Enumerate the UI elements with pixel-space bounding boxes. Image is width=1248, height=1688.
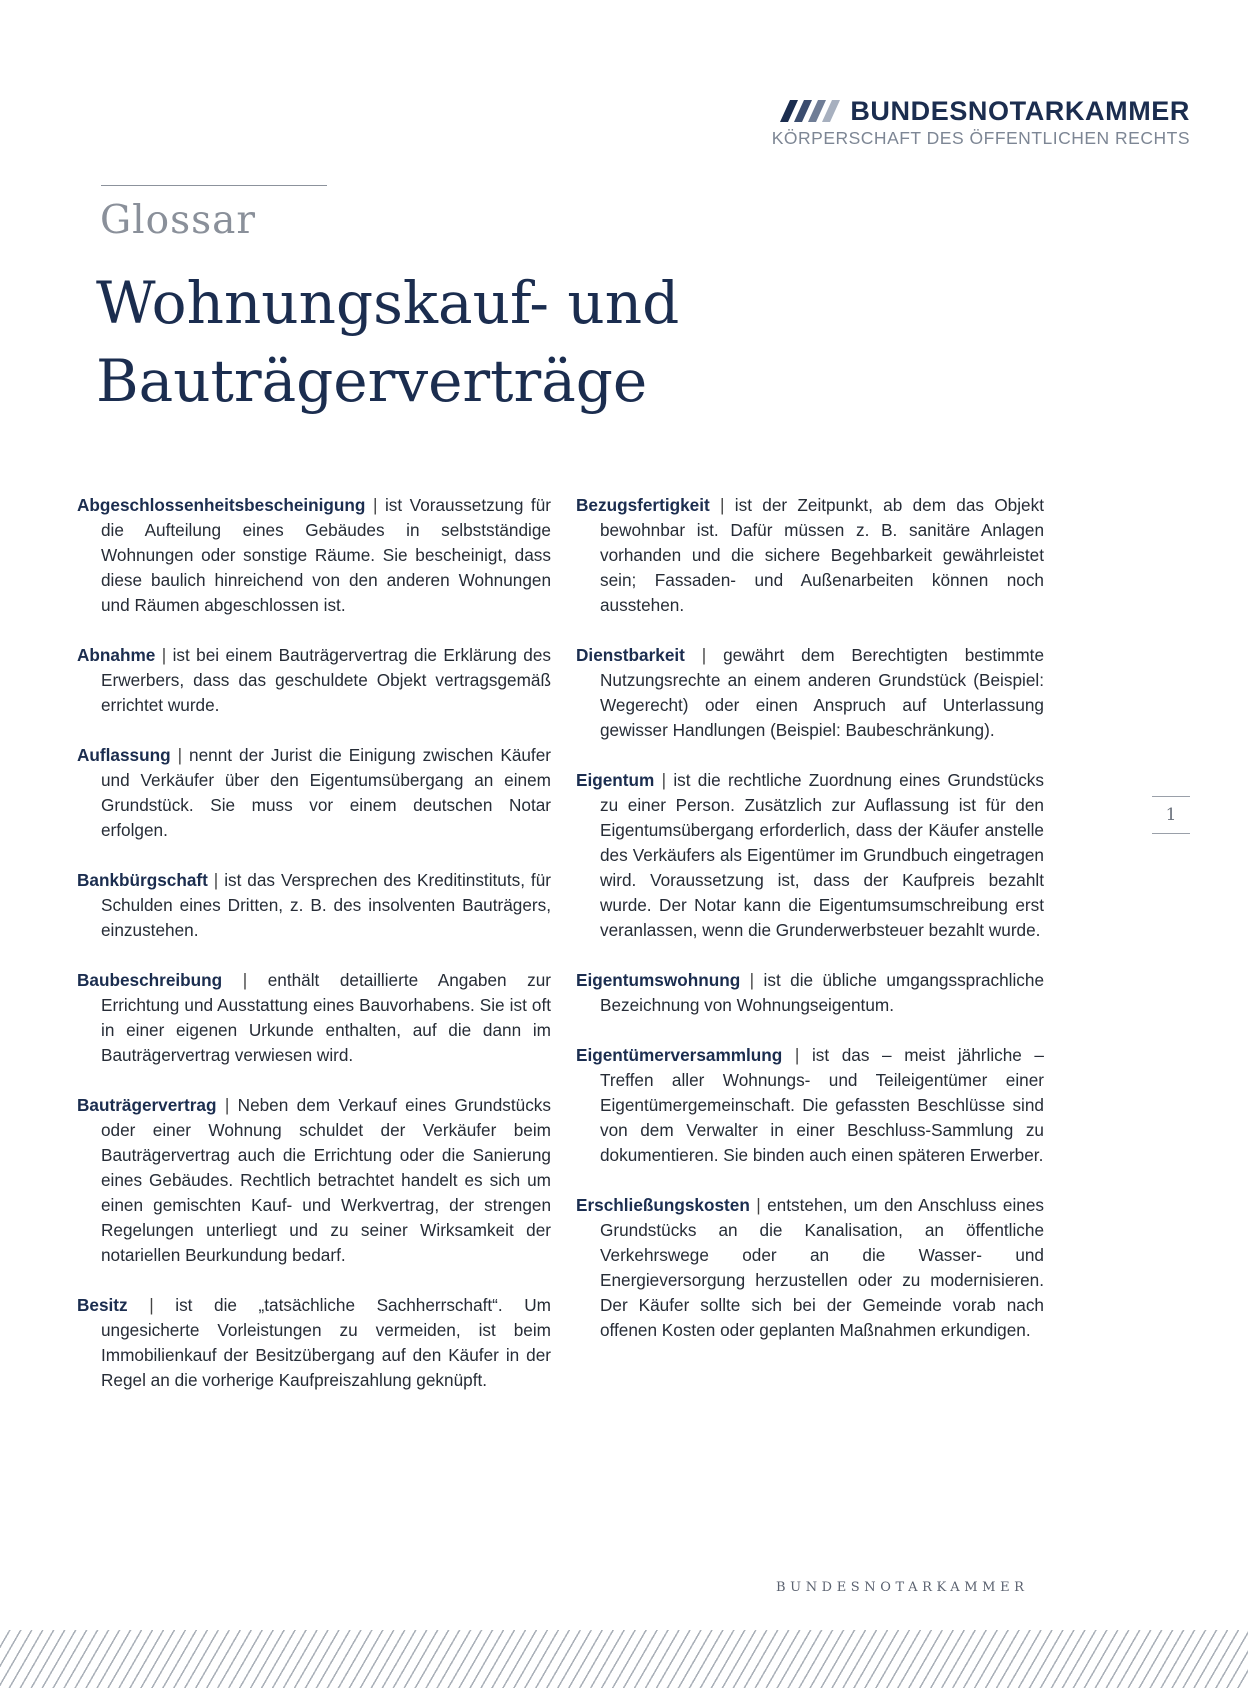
- glossary-term: Dienstbarkeit: [576, 645, 685, 665]
- term-separator: |: [756, 1195, 761, 1215]
- logo-row: [772, 96, 1190, 126]
- glossary-entry: [77, 968, 551, 1068]
- glossary-definition: ist die übliche umgangssprachliche Bezeichnung von Wohnungseigentum.: [600, 970, 1045, 1015]
- term-separator: |: [149, 1295, 154, 1315]
- glossary-definition: entstehen, um den Anschluss eines Grundstücks an die Kanalisation, an öffentliche Verkehrswege oder an die Wasser- und Energieversorgung herzustellen oder zu modernisieren. Der Käufer sollte sich bei der Gemeinde vorab nach offenen Kosten oder geplanten Maßnahmen erkundigen.: [600, 1195, 1045, 1340]
- term-separator: |: [720, 495, 725, 515]
- glossary-entry: [576, 1193, 1044, 1343]
- glossary-definition: gewährt dem Berechtigten bestimmte Nutzungsrechte an einem anderen Grundstück (Beispiel: Wegerecht) oder einen Anspruch auf Unterlassung gewisser Handlungen (Beispiel: Baubeschränkung).: [600, 645, 1044, 740]
- section-kicker: Glossar: [100, 198, 257, 243]
- page-number: 1: [1152, 796, 1190, 834]
- glossary-term: Besitz: [77, 1295, 128, 1315]
- glossary-definition: ist das – meist jährliche – Treffen aller Wohnungs- und Teileigentümer einer Eigentümergemeinschaft. Die gefassten Beschlüsse sind von dem Verwalter in einer Beschluss-Sammlung zu dokumentieren. Sie binden auch einen späteren Erwerber.: [600, 1045, 1044, 1165]
- glossary-definition: ist der Zeitpunkt, ab dem das Objekt bewohnbar ist. Dafür müssen z. B. sanitäre Anlagen vorhanden und die sichere Begehbarkeit gewährleistet sein; Fassaden- und Außenarbeiten können noch ausstehen.: [600, 495, 1044, 615]
- glossary-entry: [576, 768, 1044, 943]
- glossary-entry: [77, 1093, 551, 1268]
- term-separator: |: [213, 870, 219, 890]
- page-title: [96, 264, 679, 420]
- term-separator: |: [701, 645, 707, 665]
- term-separator: |: [161, 645, 167, 665]
- term-separator: |: [661, 770, 667, 790]
- term-separator: |: [372, 495, 378, 515]
- glossary-entry: [576, 643, 1044, 743]
- term-separator: |: [224, 1095, 230, 1115]
- org-subtitle: KÖRPERSCHAFT DES ÖFFENTLICHEN RECHTS: [771, 128, 1190, 148]
- glossary-entry: [576, 968, 1044, 1018]
- glossary-term: Abgeschlossenheitsbescheinigung: [77, 495, 366, 515]
- glossary-column-right: [576, 493, 1044, 1368]
- glossary-term: Bankbürgschaft: [77, 870, 208, 890]
- glossary-entry: [77, 1293, 551, 1393]
- glossary-entry: [77, 743, 551, 843]
- glossary-term: Auflassung: [77, 745, 171, 765]
- glossary-definition: ist die rechtliche Zuordnung eines Grundstücks zu einer Person. Zusätzlich zur Auflassung ist für den Eigentumsübergang erforderlich, dass der Käufer anstelle des Verkäufers als Eigentümer im Grundbuch eingetragen wird. Voraussetzung ist, dass der Kaufpreis bezahlt wurde. Der Notar kann die Eigentumsumschreibung erst veranlassen, wenn die Grunderwerbsteuer bezahlt wurde.: [600, 770, 1044, 940]
- glossary-definition: Neben dem Verkauf eines Grundstücks oder einer Wohnung schuldet der Verkäufer beim Bauträgervertrag auch die Errichtung oder die Sanierung eines Gebäudes. Rechtlich betrachtet handelt es sich um einen gemischten Kauf- und Werkvertrag, der strengen Regelungen unterliegt und zu seiner Wirksamkeit der notariellen Beurkundung bedarf.: [101, 1095, 551, 1265]
- glossary-term: Eigentum: [576, 770, 655, 790]
- glossary-entry: [77, 493, 551, 618]
- glossary-definition: ist das Versprechen des Kreditinstituts, für Schulden eines Dritten, z. B. des insolventen Bauträgers, einzustehen.: [101, 870, 551, 940]
- glossary-definition: ist die „tatsächliche Sachherrschaft“. Um ungesicherte Vorleistungen zu vermeiden, ist beim Immobilienkauf der Besitzübergang auf den Käufer in der Regel an die vorherige Kaufpreiszahlung geknüpft.: [101, 1295, 551, 1390]
- title-line: Wohnungskauf- und: [96, 269, 680, 337]
- footer-hatch-pattern: [0, 1630, 1248, 1688]
- term-separator: |: [794, 1045, 800, 1065]
- footer-brand: BUNDESNOTARKAMMER: [776, 1580, 1029, 1595]
- glossary-definition: nennt der Jurist die Einigung zwischen Käufer und Verkäufer über den Eigentumsübergang an einem Grundstück. Sie muss vor einem deutschen Notar erfolgen.: [101, 745, 551, 840]
- glossary-term: Eigentümerversammlung: [576, 1045, 783, 1065]
- glossary-term: Abnahme: [77, 645, 156, 665]
- glossary-entry: [576, 493, 1044, 618]
- glossary-definition: enthält detaillierte Angaben zur Errichtung und Ausstattung eines Bauvorhabens. Sie ist oft in einer eigenen Urkunde enthalten, auf die dann im Bauträgervertrag verwiesen wird.: [101, 970, 551, 1065]
- glossary-term: Baubeschreibung: [77, 970, 223, 990]
- org-name: BUNDESNOTARKAMMER: [850, 96, 1190, 126]
- glossary-term: Erschließungskosten: [576, 1195, 750, 1215]
- title-line: Bauträgerverträge: [96, 347, 648, 415]
- term-separator: |: [749, 970, 755, 990]
- stripes-logo-icon: [780, 100, 842, 122]
- glossary-term: Bezugsfertigkeit: [576, 495, 710, 515]
- glossary-entry: [77, 868, 551, 943]
- glossary-term: Bauträgervertrag: [77, 1095, 217, 1115]
- term-separator: |: [177, 745, 183, 765]
- term-separator: |: [242, 970, 248, 990]
- header-rule: [101, 185, 327, 186]
- glossary-entry: [576, 1043, 1044, 1168]
- glossary-entry: [77, 643, 551, 718]
- glossary-column-left: [77, 493, 551, 1418]
- glossary-definition: ist Voraussetzung für die Aufteilung eines Gebäudes in selbstständige Wohnungen oder sonstige Räume. Sie bescheinigt, dass diese baulich hinreichend von den anderen Wohnungen und Räumen abgeschlossen ist.: [101, 495, 551, 615]
- glossary-definition: ist bei einem Bauträgervertrag die Erklärung des Erwerbers, dass das geschuldete Objekt vertragsgemäß errichtet wurde.: [101, 645, 551, 715]
- organization-logo: [772, 96, 1190, 149]
- glossary-term: Eigentumswohnung: [576, 970, 741, 990]
